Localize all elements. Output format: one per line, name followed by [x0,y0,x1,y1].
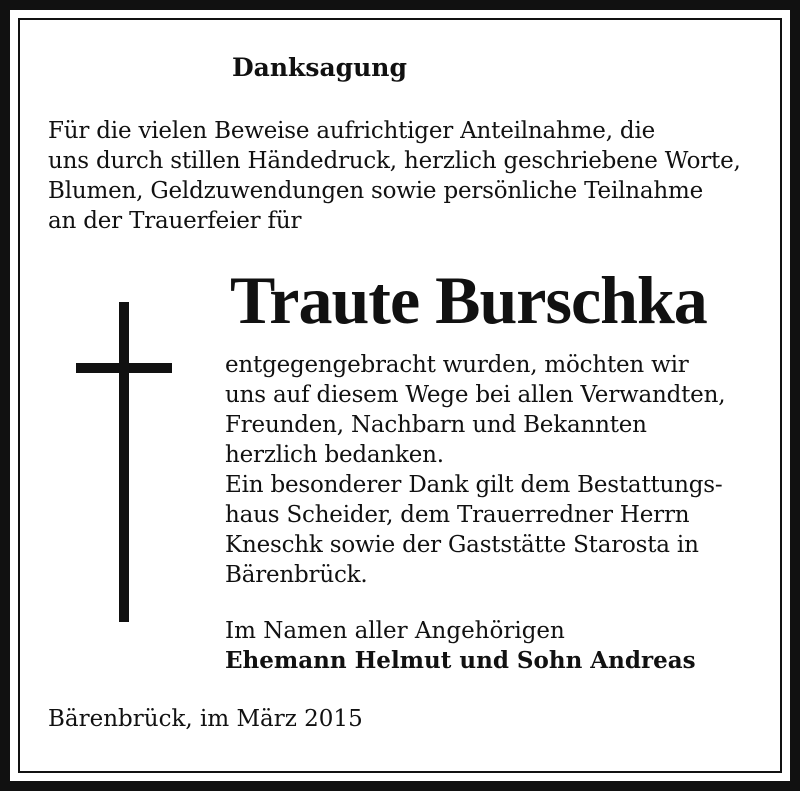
deceased-name: Traute Burschka [230,262,707,338]
place-date: Bärenbrück, im März 2015 [48,706,363,732]
intro-line: Für die vielen Beweise aufrichtiger Anteilnahme, die [48,118,656,144]
cross-vertical-bar [119,302,129,622]
cross-icon [76,302,172,622]
body-line: haus Scheider, dem Trauerredner Herrn [225,502,690,528]
body-line: herzlich bedanken. [225,442,444,468]
body-paragraph [225,350,725,590]
cross-horizontal-bar [76,363,172,373]
intro-paragraph [48,116,741,236]
body-line: uns auf diesem Wege bei allen Verwandten, [225,382,726,408]
body-line: Ein besonderer Dank gilt dem Bestattungs- [225,472,723,498]
signature: Ehemann Helmut und Sohn Andreas [225,647,696,674]
intro-line: an der Trauerfeier für [48,208,302,234]
body-line: Kneschk sowie der Gaststätte Starosta in [225,532,699,558]
intro-line: uns durch stillen Händedruck, herzlich geschriebene Worte, [48,148,741,174]
body-line: entgegengebracht wurden, möchten wir [225,352,689,378]
body-line: Freunden, Nachbarn und Bekannten [225,412,647,438]
notice-heading: Danksagung [232,53,407,82]
body-line: Bärenbrück. [225,562,368,588]
intro-line: Blumen, Geldzuwendungen sowie persönliche Teilnahme [48,178,704,204]
closing-line: Im Namen aller Angehörigen [225,618,565,644]
